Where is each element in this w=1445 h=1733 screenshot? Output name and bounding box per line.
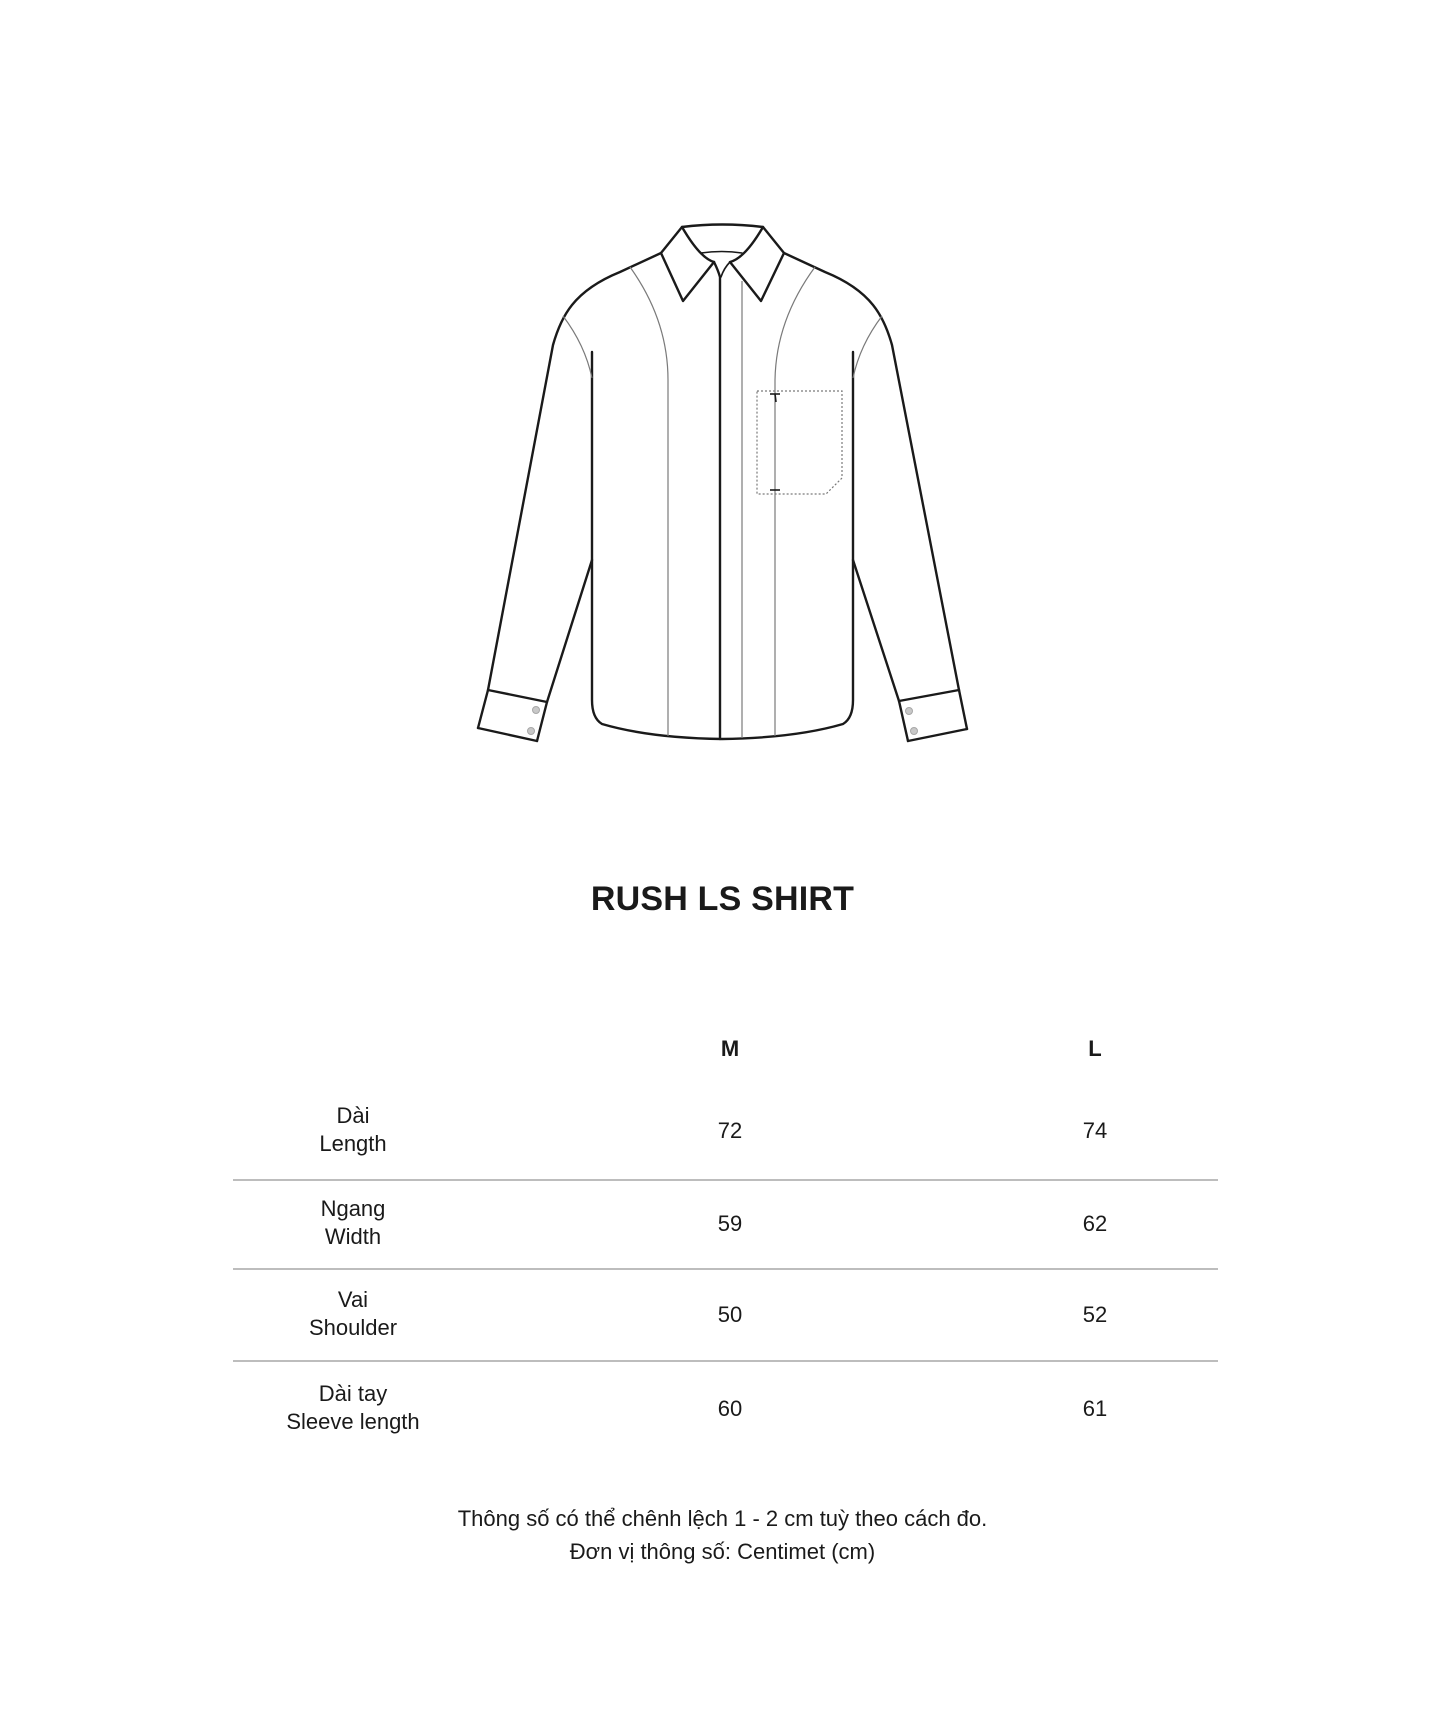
note-tolerance: Thông số có thể chênh lệch 1 - 2 cm tuỳ theo cách đo.: [457, 1506, 988, 1531]
label-vi: Dài tay: [318, 1381, 388, 1406]
table-row-width: [233, 1181, 1218, 1270]
product-title: RUSH LS SHIRT: [590, 880, 855, 918]
cuff-button: [528, 728, 535, 735]
cuff-button: [906, 708, 913, 715]
measurement-notes: [0, 1502, 1445, 1568]
row-label: [233, 1286, 473, 1342]
label-en: Width: [324, 1224, 382, 1249]
label-en: Length: [319, 1131, 387, 1156]
value-m: 59: [717, 1211, 743, 1236]
row-label: [233, 1195, 473, 1251]
label-vi: Vai: [337, 1287, 369, 1312]
pocket: [757, 391, 842, 494]
note-unit: Đơn vị thông số: Centimet (cm): [569, 1539, 876, 1564]
cuff-button: [533, 707, 540, 714]
label-vi: Dài: [336, 1103, 370, 1128]
value-l: 62: [1082, 1211, 1108, 1236]
size-column-m: M: [720, 1036, 740, 1061]
table-row-length: [233, 1086, 1218, 1181]
row-label: [233, 1102, 473, 1158]
value-l: 52: [1082, 1302, 1108, 1327]
value-m: 60: [717, 1396, 743, 1421]
value-m: 72: [717, 1118, 743, 1143]
value-l: 74: [1082, 1118, 1108, 1143]
label-en: Sleeve length: [286, 1409, 420, 1434]
size-chart-table: [233, 1030, 1218, 1454]
label-vi: Ngang: [320, 1196, 386, 1221]
cuff-button: [911, 728, 918, 735]
table-row-sleeve-length: [233, 1362, 1218, 1454]
row-label: [233, 1380, 473, 1436]
table-row-shoulder: [233, 1270, 1218, 1362]
value-m: 50: [717, 1302, 743, 1327]
value-l: 61: [1082, 1396, 1108, 1421]
label-en: Shoulder: [308, 1315, 398, 1340]
size-header-row: [233, 1030, 1218, 1086]
shirt-sketch-icon: [0, 0, 1445, 800]
size-column-l: L: [1088, 1036, 1102, 1061]
